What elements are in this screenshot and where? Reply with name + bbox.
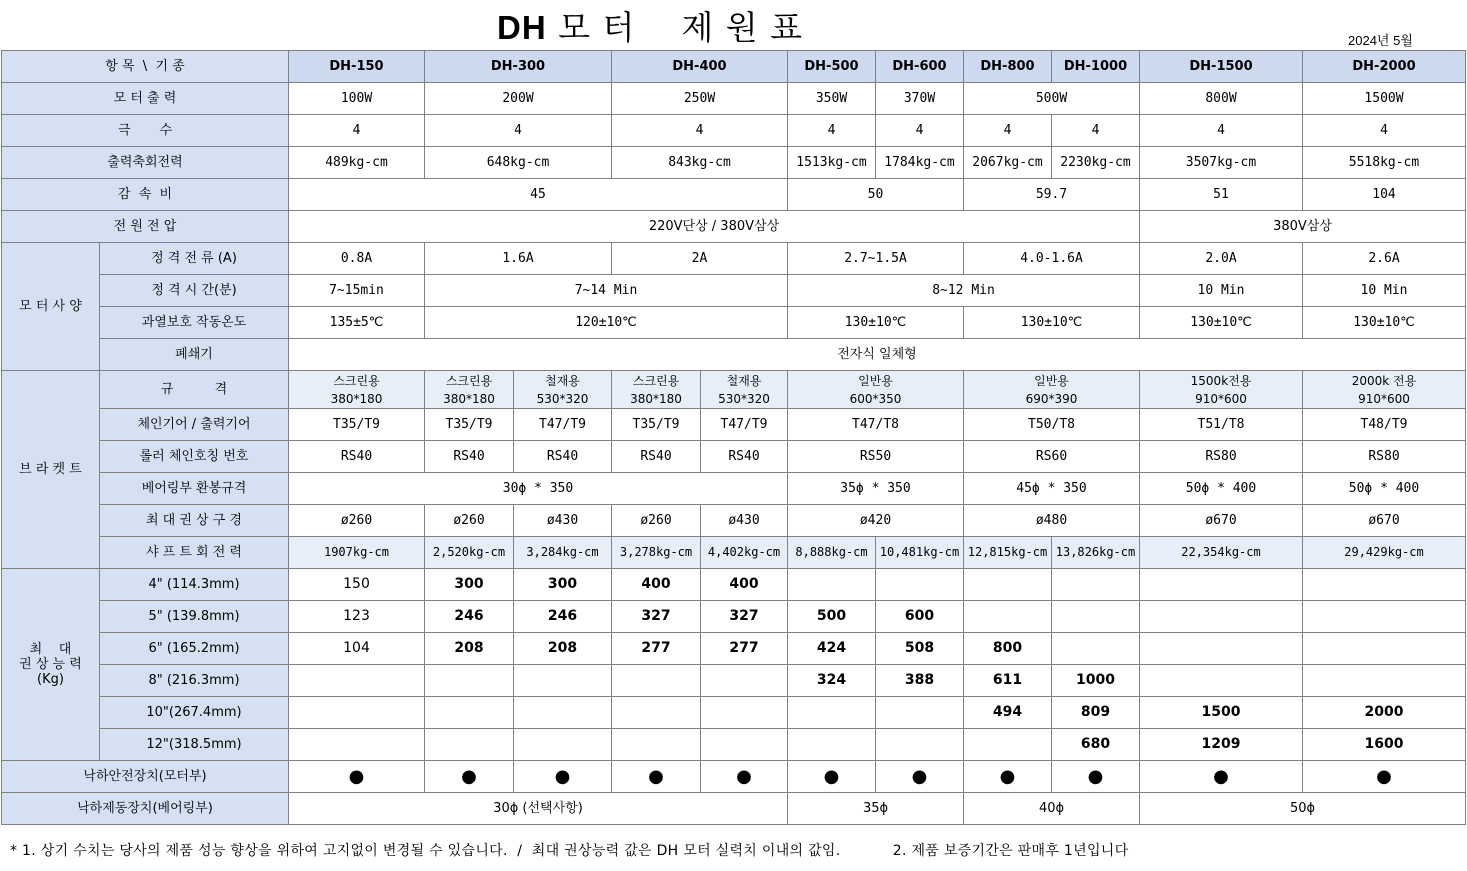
cell: 123 — [289, 601, 425, 633]
capacity-row — [2, 569, 1466, 601]
cell: RS40 — [514, 441, 612, 473]
row-label: 낙하안전장치(모터부) — [2, 761, 289, 793]
model-header: DH-300 — [425, 51, 612, 83]
cell — [289, 729, 425, 761]
spec-type: 일반용 — [858, 373, 893, 388]
cell: 327 — [701, 601, 788, 633]
cell — [964, 729, 1052, 761]
cell: 1600 — [1303, 729, 1466, 761]
cell: 전자식 일체형 — [289, 339, 1466, 371]
cell: 1000 — [1052, 665, 1140, 697]
spec-type: 2000k 전용 — [1351, 373, 1417, 388]
cell — [289, 697, 425, 729]
cell — [612, 697, 701, 729]
cell: 1500 — [1140, 697, 1303, 729]
cell — [289, 371, 425, 409]
cell: 300 — [514, 569, 612, 601]
cell: 5518kg-cm — [1303, 147, 1466, 179]
title-rest: 모 터 제 원 표 — [546, 8, 803, 47]
cell: 22,354kg-cm — [1140, 537, 1303, 569]
cell: RS80 — [1140, 441, 1303, 473]
cell — [1140, 601, 1303, 633]
cell: 100W — [289, 83, 425, 115]
cell — [964, 371, 1140, 409]
cell: 380V삼상 — [1140, 211, 1466, 243]
cell: 809 — [1052, 697, 1140, 729]
current-row — [2, 243, 1466, 275]
footer-note: * 1. 상기 수치는 당사의 제품 성능 향상을 위하여 고지없이 변경될 수 있습니다. / 최대 권상능력 값은 DH 모터 실력치 이내의 값임. 2. 제품 보증기간은 판매후 1년입니다 — [10, 843, 1129, 859]
row-label: 베어링부 환봉규격 — [100, 473, 289, 505]
cell: 843kg-cm — [612, 147, 788, 179]
cell — [1303, 601, 1466, 633]
cell: 30ϕ * 350 — [289, 473, 788, 505]
cell — [876, 569, 964, 601]
cell — [964, 569, 1052, 601]
header-row — [2, 51, 1466, 83]
cell — [425, 371, 514, 409]
cell: 4 — [788, 115, 876, 147]
cell: 400 — [701, 569, 788, 601]
spec-size: 380*180 — [630, 391, 682, 406]
spec-type: 스크린용 — [445, 373, 493, 388]
cell: T48/T9 — [1303, 409, 1466, 441]
cell — [701, 665, 788, 697]
cell — [425, 729, 514, 761]
row-label: 정 격 시 간(분) — [100, 275, 289, 307]
cell: 250W — [612, 83, 788, 115]
cell — [612, 665, 701, 697]
cell: 4 — [289, 115, 425, 147]
cell: 150 — [289, 569, 425, 601]
capacity-row — [2, 665, 1466, 697]
bullet-mark: ● — [1303, 761, 1466, 793]
cell: 50 — [788, 179, 964, 211]
spec-size: 600*350 — [849, 391, 902, 406]
cell: 800 — [964, 633, 1052, 665]
cell — [788, 697, 876, 729]
spec-size: 910*600 — [1195, 391, 1247, 406]
bullet-mark: ● — [425, 761, 514, 793]
model-header: DH-400 — [612, 51, 788, 83]
cell — [1140, 633, 1303, 665]
cell: 4 — [612, 115, 788, 147]
voltage-row — [2, 211, 1466, 243]
cell — [425, 665, 514, 697]
row-label: 감 속 비 — [2, 179, 289, 211]
row-label: 폐쇄기 — [100, 339, 289, 371]
cell: 508 — [876, 633, 964, 665]
cell: 4 — [1303, 115, 1466, 147]
safety-row — [2, 761, 1466, 793]
cell — [514, 665, 612, 697]
cell: RS50 — [788, 441, 964, 473]
capacity-row — [2, 697, 1466, 729]
cell — [612, 729, 701, 761]
bullet-mark: ● — [788, 761, 876, 793]
cell: 50ϕ * 400 — [1140, 473, 1303, 505]
cell: 13,826kg-cm — [1052, 537, 1140, 569]
cell: 370W — [876, 83, 964, 115]
cell: 7~14 Min — [425, 275, 788, 307]
cell: 600 — [876, 601, 964, 633]
cell: 2000 — [1303, 697, 1466, 729]
cell: 35ϕ — [788, 793, 964, 825]
output-row — [2, 83, 1466, 115]
cell — [1303, 665, 1466, 697]
cell: RS40 — [425, 441, 514, 473]
cell: 3,284kg-cm — [514, 537, 612, 569]
cell: 4 — [1052, 115, 1140, 147]
cell: 388 — [876, 665, 964, 697]
cell: 7~15min — [289, 275, 425, 307]
spec-type: 철재용 — [545, 373, 580, 388]
cell — [514, 729, 612, 761]
cell: 4 — [425, 115, 612, 147]
cell: 611 — [964, 665, 1052, 697]
row-label: 모 터 출 력 — [2, 83, 289, 115]
cell: 1500W — [1303, 83, 1466, 115]
page-title — [0, 2, 1300, 49]
capacity-row — [2, 633, 1466, 665]
model-header: DH-800 — [964, 51, 1052, 83]
motor-spec-group-label: 모 터 사 양 — [2, 243, 100, 371]
cell: 40ϕ — [964, 793, 1140, 825]
cell: 104 — [289, 633, 425, 665]
cell: 2230kg-cm — [1052, 147, 1140, 179]
gear-row — [2, 409, 1466, 441]
bullet-mark: ● — [876, 761, 964, 793]
bullet-mark: ● — [1140, 761, 1303, 793]
shaft-row — [2, 537, 1466, 569]
model-header: DH-150 — [289, 51, 425, 83]
cell — [1140, 665, 1303, 697]
cell — [1052, 633, 1140, 665]
cell: ø430 — [514, 505, 612, 537]
cell: 10 Min — [1303, 275, 1466, 307]
cell: 130±10℃ — [964, 307, 1140, 339]
cell: 648kg-cm — [425, 147, 612, 179]
spec-size: 530*320 — [536, 391, 589, 406]
cell: 800W — [1140, 83, 1303, 115]
row-label: 전 원 전 압 — [2, 211, 289, 243]
cell: 200W — [425, 83, 612, 115]
cell: 277 — [701, 633, 788, 665]
cell: ø260 — [612, 505, 701, 537]
cell — [1140, 371, 1303, 409]
bracket-spec-row — [2, 371, 1466, 409]
cell: ø430 — [701, 505, 788, 537]
spec-table — [1, 50, 1466, 825]
spec-type: 일반용 — [1034, 373, 1069, 388]
cell: 59.7 — [964, 179, 1140, 211]
row-label: 낙하제동장치(베어링부) — [2, 793, 289, 825]
cell: 1.6A — [425, 243, 612, 275]
cell: 4 — [964, 115, 1052, 147]
title-prefix: DH — [497, 9, 547, 46]
cell: 324 — [788, 665, 876, 697]
model-header: DH-2000 — [1303, 51, 1466, 83]
cell: 10 Min — [1140, 275, 1303, 307]
cell — [701, 697, 788, 729]
bullet-mark: ● — [1052, 761, 1140, 793]
cell: 3,278kg-cm — [612, 537, 701, 569]
cell: 35ϕ * 350 — [788, 473, 964, 505]
cell: 30ϕ (선택사항) — [289, 793, 788, 825]
row-label: 최 대 권 상 구 경 — [100, 505, 289, 537]
cell: 51 — [1140, 179, 1303, 211]
poles-row — [2, 115, 1466, 147]
cell: RS40 — [289, 441, 425, 473]
capacity-row — [2, 729, 1466, 761]
ratio-row — [2, 179, 1466, 211]
cell: 4.0-1.6A — [964, 243, 1140, 275]
spec-type: 철재용 — [726, 373, 762, 388]
capacity-group-label-line: 권 상 능 력 — [19, 657, 82, 672]
cell: 246 — [514, 601, 612, 633]
capacity-row — [2, 601, 1466, 633]
cell — [1140, 569, 1303, 601]
cell: 500W — [964, 83, 1140, 115]
cell: 2.0A — [1140, 243, 1303, 275]
cell — [701, 729, 788, 761]
cell — [514, 697, 612, 729]
cell: 45 — [289, 179, 788, 211]
cell — [425, 697, 514, 729]
bullet-mark: ● — [612, 761, 701, 793]
title-area — [0, 0, 1467, 50]
cell: 130±10℃ — [1303, 307, 1466, 339]
cell — [1303, 371, 1466, 409]
row-label: 극 수 — [2, 115, 289, 147]
spec-size: 690*390 — [1025, 391, 1078, 406]
cell: 2.6A — [1303, 243, 1466, 275]
cell: 208 — [425, 633, 514, 665]
spec-size: 380*180 — [443, 391, 495, 406]
cell: 246 — [425, 601, 514, 633]
cell: 1513kg-cm — [788, 147, 876, 179]
bullet-mark: ● — [289, 761, 425, 793]
row-label: 과열보호 작동온도 — [100, 307, 289, 339]
spec-type: 1500k전용 — [1190, 373, 1252, 388]
item-header: 항 목 \ 기 종 — [2, 51, 289, 83]
cell: 2.7~1.5A — [788, 243, 964, 275]
brake-device-row — [2, 793, 1466, 825]
cell: 8~12 Min — [788, 275, 1140, 307]
cell — [1052, 569, 1140, 601]
cell — [964, 601, 1052, 633]
cell: 208 — [514, 633, 612, 665]
cell: ø260 — [425, 505, 514, 537]
cell: T35/T9 — [289, 409, 425, 441]
cell: 45ϕ * 350 — [964, 473, 1140, 505]
cell — [289, 665, 425, 697]
cell: T35/T9 — [612, 409, 701, 441]
time-row — [2, 275, 1466, 307]
capacity-group-label-line: (Kg) — [37, 672, 64, 687]
row-label: 정 격 전 류 (A) — [100, 243, 289, 275]
cell — [788, 729, 876, 761]
cell: 277 — [612, 633, 701, 665]
cell — [788, 371, 964, 409]
cell: 8,888kg-cm — [788, 537, 876, 569]
model-header: DH-1000 — [1052, 51, 1140, 83]
cell: ø670 — [1140, 505, 1303, 537]
bearing-row — [2, 473, 1466, 505]
bracket-group-label: 브 라 켓 트 — [2, 371, 100, 569]
cell: 29,429kg-cm — [1303, 537, 1466, 569]
spec-type: 스크린용 — [632, 373, 680, 388]
model-header: DH-500 — [788, 51, 876, 83]
cell: T51/T8 — [1140, 409, 1303, 441]
row-label: 4" (114.3mm) — [100, 569, 289, 601]
cell: 400 — [612, 569, 701, 601]
spec-size: 530*320 — [718, 391, 770, 406]
cell: 135±5℃ — [289, 307, 425, 339]
row-label: 롤러 체인호칭 번호 — [100, 441, 289, 473]
cell — [876, 729, 964, 761]
cell: 12,815kg-cm — [964, 537, 1052, 569]
cell: RS80 — [1303, 441, 1466, 473]
spec-type: 스크린용 — [333, 373, 380, 388]
cell — [876, 697, 964, 729]
cell: RS40 — [612, 441, 701, 473]
cell: 2067kg-cm — [964, 147, 1052, 179]
row-label: 12"(318.5mm) — [100, 729, 289, 761]
cell: 10,481kg-cm — [876, 537, 964, 569]
cell: 50ϕ — [1140, 793, 1466, 825]
cell: 500 — [788, 601, 876, 633]
cell: 4 — [1140, 115, 1303, 147]
row-label: 5" (139.8mm) — [100, 601, 289, 633]
row-label: 8" (216.3mm) — [100, 665, 289, 697]
cell: T35/T9 — [425, 409, 514, 441]
cell: RS40 — [701, 441, 788, 473]
cell — [1303, 633, 1466, 665]
cell — [788, 569, 876, 601]
cell: 220V단상 / 380V삼상 — [289, 211, 1140, 243]
cell: 3507kg-cm — [1140, 147, 1303, 179]
cell: 2A — [612, 243, 788, 275]
diameter-row — [2, 505, 1466, 537]
cell: ø420 — [788, 505, 964, 537]
cell: 680 — [1052, 729, 1140, 761]
row-label: 규 격 — [100, 371, 289, 409]
cell: ø670 — [1303, 505, 1466, 537]
thermal-row — [2, 307, 1466, 339]
cell: 489kg-cm — [289, 147, 425, 179]
capacity-group-label — [2, 569, 100, 761]
torque-row — [2, 147, 1466, 179]
bullet-mark: ● — [514, 761, 612, 793]
cell: 104 — [1303, 179, 1466, 211]
cell: 1784kg-cm — [876, 147, 964, 179]
cell: 1209 — [1140, 729, 1303, 761]
cell — [701, 371, 788, 409]
cell: 120±10℃ — [425, 307, 788, 339]
cell: T47/T9 — [701, 409, 788, 441]
bullet-mark: ● — [701, 761, 788, 793]
cell: 50ϕ * 400 — [1303, 473, 1466, 505]
cell: 300 — [425, 569, 514, 601]
spec-size: 380*180 — [330, 391, 383, 406]
cell: 424 — [788, 633, 876, 665]
cell: ø480 — [964, 505, 1140, 537]
model-header: DH-600 — [876, 51, 964, 83]
cell: 0.8A — [289, 243, 425, 275]
spec-size: 910*600 — [1358, 391, 1410, 406]
chain-row — [2, 441, 1466, 473]
row-label: 출력축회전력 — [2, 147, 289, 179]
cell: 4 — [876, 115, 964, 147]
bullet-mark: ● — [964, 761, 1052, 793]
cell — [1303, 569, 1466, 601]
row-label: 샤 프 트 회 전 력 — [100, 537, 289, 569]
cell: T50/T8 — [964, 409, 1140, 441]
cell: 350W — [788, 83, 876, 115]
cell — [1052, 601, 1140, 633]
cell: 327 — [612, 601, 701, 633]
cell: 2,520kg-cm — [425, 537, 514, 569]
cell: 130±10℃ — [1140, 307, 1303, 339]
capacity-group-label-line: 최 대 — [29, 642, 72, 657]
cell: T47/T8 — [788, 409, 964, 441]
cell — [514, 371, 612, 409]
row-label: 6" (165.2mm) — [100, 633, 289, 665]
cell — [612, 371, 701, 409]
date-label: 2024년 5월 — [1348, 33, 1413, 48]
cell: T47/T9 — [514, 409, 612, 441]
cell: RS60 — [964, 441, 1140, 473]
row-label: 체인기어 / 출력기어 — [100, 409, 289, 441]
cell: 4,402kg-cm — [701, 537, 788, 569]
model-header: DH-1500 — [1140, 51, 1303, 83]
cell: 130±10℃ — [788, 307, 964, 339]
brake-row — [2, 339, 1466, 371]
row-label: 10"(267.4mm) — [100, 697, 289, 729]
cell: 1907kg-cm — [289, 537, 425, 569]
cell: 494 — [964, 697, 1052, 729]
cell: ø260 — [289, 505, 425, 537]
